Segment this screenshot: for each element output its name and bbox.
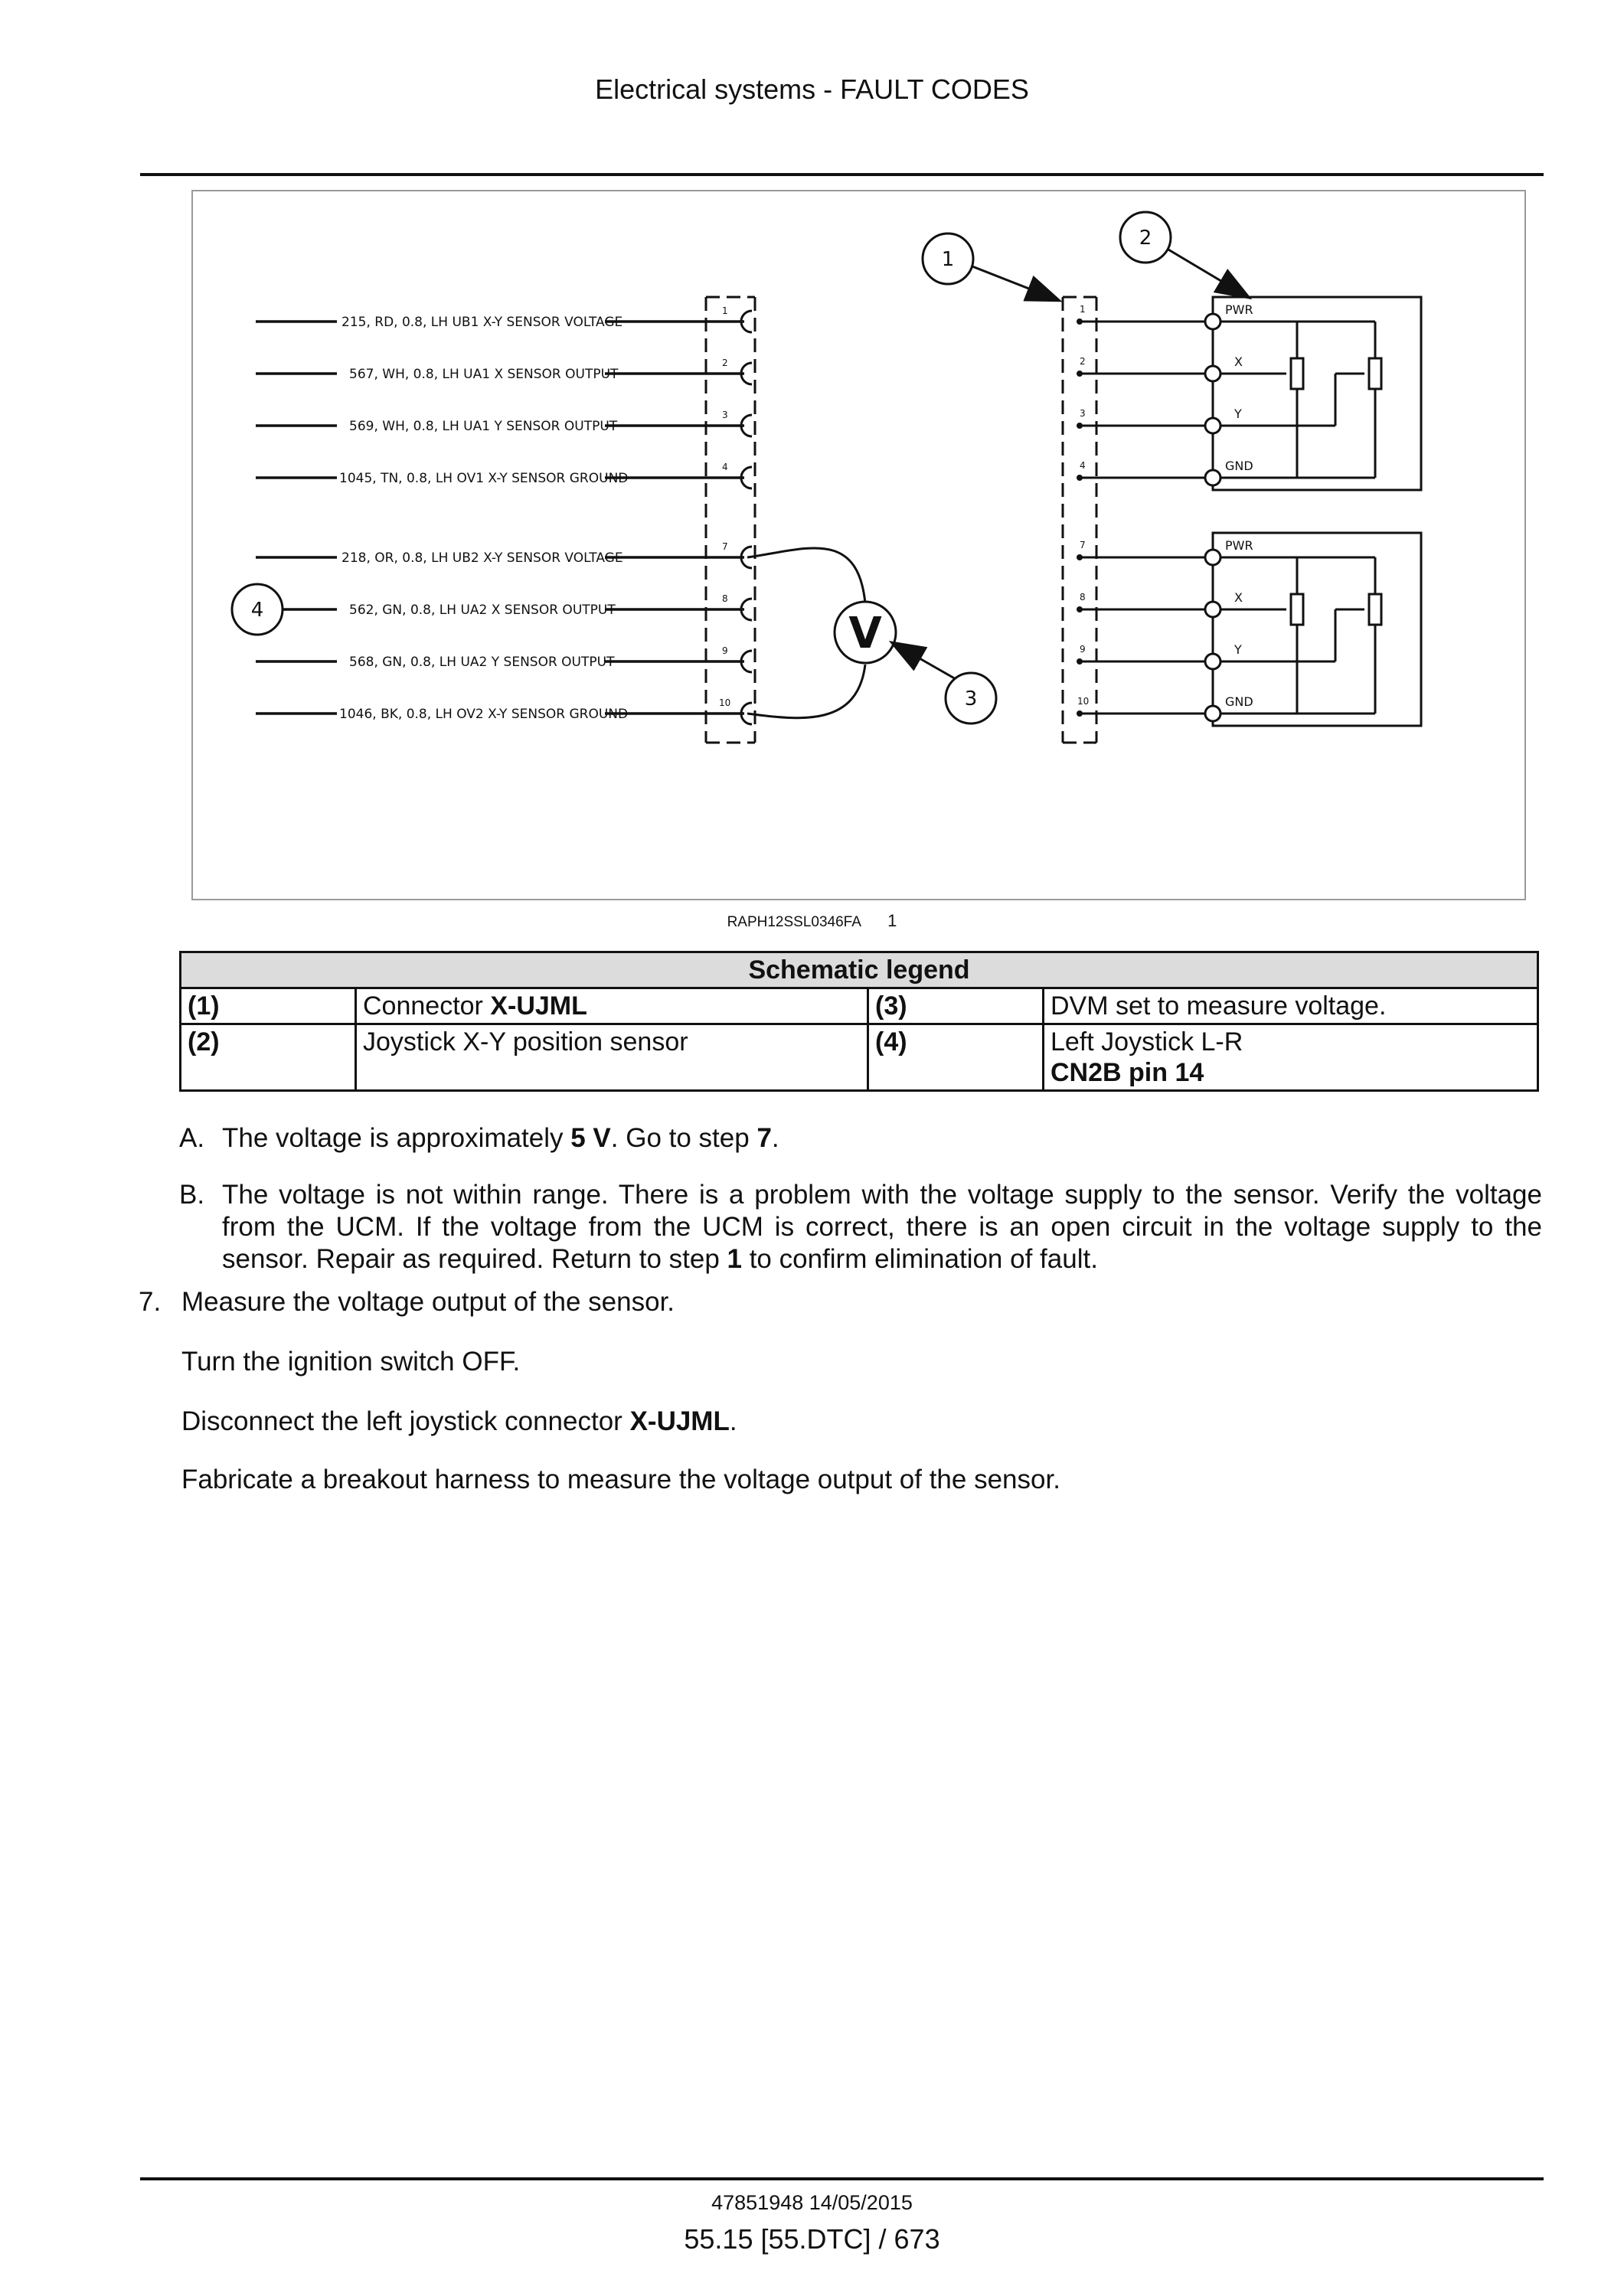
callout-2-label: 2 [1139, 227, 1152, 250]
legend-row [181, 988, 1538, 1024]
legend-num: (3) [868, 988, 1044, 1024]
legend-num: (4) [868, 1024, 1044, 1091]
paragraph-disconnect: Disconnect the left joystick connector X-UJML. [181, 1406, 737, 1436]
sensor-label-gnd: GND [1225, 694, 1253, 709]
pin-number: 10 [1077, 696, 1090, 707]
legend-num: (1) [181, 988, 356, 1024]
footer-rule [140, 2177, 1544, 2180]
pin-number: 9 [722, 645, 728, 656]
figure-number: 1 [887, 911, 897, 930]
pin-number: 3 [722, 410, 728, 420]
step-7: 7. Measure the voltage output of the sensor. [139, 1287, 675, 1317]
wire-label: 568, GN, 0.8, LH UA2 Y SENSOR OUTPUT [349, 655, 615, 670]
pin-number: 7 [1080, 540, 1086, 550]
step-b: B. The voltage is not within range. There is a problem with the voltage supply to the sensor. Verify the voltage from the UCM. If the voltage from the UCM is correct, there is an open circuit in the voltage supply to the sensor. Repair as required. Return to step 1 to confirm elimination of fault. [179, 1180, 1542, 1274]
wire-label: 218, OR, 0.8, LH UB2 X-Y SENSOR VOLTAGE [341, 550, 623, 566]
wire-label: 1045, TN, 0.8, LH OV1 X-Y SENSOR GROUND [339, 471, 629, 486]
legend-row [181, 1024, 1538, 1091]
legend-title: Schematic legend [181, 952, 1538, 988]
legend-desc: Left Joystick L-R CN2B pin 14 [1044, 1024, 1538, 1091]
pin-number: 1 [722, 305, 728, 316]
sensor-label-x: X [1234, 590, 1243, 605]
sensor-label-y: Y [1234, 642, 1242, 657]
harness-connector [706, 297, 755, 743]
pin-number: 1 [1080, 304, 1086, 315]
pin-number: 3 [1080, 408, 1086, 419]
paragraph-ignition: Turn the ignition switch OFF. [181, 1347, 521, 1377]
callout-1-label: 1 [941, 248, 955, 271]
footer-page-number: 55.15 [55.DTC] / 673 [684, 2223, 940, 2255]
voltmeter-label: V [848, 609, 882, 658]
sensor-label-pwr: PWR [1225, 302, 1253, 317]
paragraph-fabricate: Fabricate a breakout harness to measure the voltage output of the sensor. [181, 1465, 1060, 1494]
callout-3-label: 3 [964, 687, 978, 710]
pin-number: 7 [722, 541, 728, 552]
figure-caption [0, 911, 1624, 931]
sensor-label-gnd: GND [1225, 459, 1253, 473]
pin-number: 9 [1080, 644, 1086, 655]
step-a: A. The voltage is approximately 5 V. Go to step 7. [179, 1123, 779, 1153]
pin-number: 2 [1080, 356, 1086, 367]
callout-4-label: 4 [250, 599, 264, 622]
pin-number: 8 [1080, 592, 1086, 603]
pin-number: 2 [722, 358, 728, 368]
legend-num: (2) [181, 1024, 356, 1091]
pin-number: 10 [719, 697, 731, 708]
header-rule [140, 173, 1544, 176]
sensor-label-y: Y [1234, 407, 1242, 421]
page-header: Electrical systems - FAULT CODES [595, 73, 1029, 105]
wire-label: 215, RD, 0.8, LH UB1 X-Y SENSOR VOLTAGE [341, 315, 623, 330]
figure-id: RAPH12SSL0346FA [727, 914, 861, 930]
schematic-diagram [191, 190, 1526, 900]
wire-label: 569, WH, 0.8, LH UA1 Y SENSOR OUTPUT [349, 419, 618, 434]
wire-label: 567, WH, 0.8, LH UA1 X SENSOR OUTPUT [349, 367, 619, 382]
sensor-label-pwr: PWR [1225, 538, 1253, 553]
legend-desc: Joystick X-Y position sensor [356, 1024, 868, 1091]
pin-number: 8 [722, 593, 728, 604]
legend-desc: DVM set to measure voltage. [1044, 988, 1538, 1024]
pin-number: 4 [722, 462, 728, 472]
schematic-legend-table [179, 951, 1539, 1092]
pin-number: 4 [1080, 460, 1086, 471]
legend-desc: Connector X-UJML [356, 988, 868, 1024]
sensor-label-x: X [1234, 354, 1243, 369]
wire-label: 1046, BK, 0.8, LH OV2 X-Y SENSOR GROUND [339, 707, 629, 722]
footer-doc-code: 47851948 14/05/2015 [711, 2191, 913, 2214]
wire-label: 562, GN, 0.8, LH UA2 X SENSOR OUTPUT [349, 603, 616, 618]
